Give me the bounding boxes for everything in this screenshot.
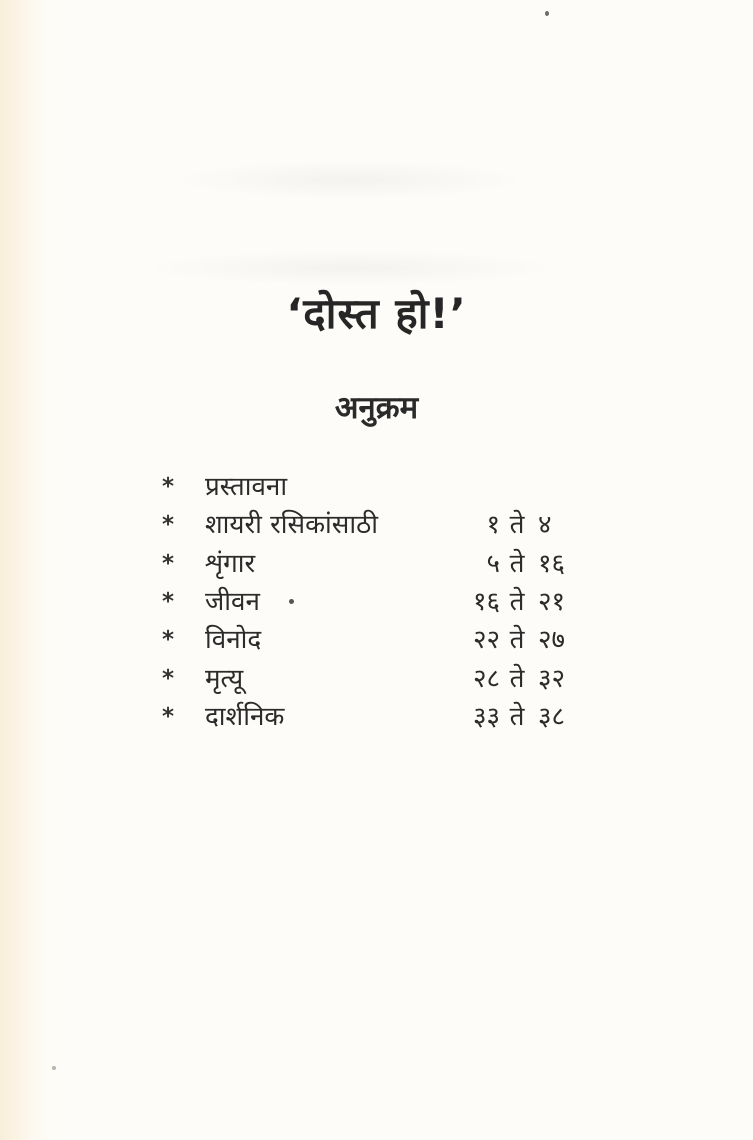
range-end: ३८ bbox=[538, 701, 566, 732]
range-separator: ते bbox=[509, 625, 525, 656]
toc-row bbox=[162, 466, 598, 504]
bullet-asterisk: * bbox=[162, 665, 175, 692]
bullet-asterisk: * bbox=[162, 550, 175, 577]
page-range bbox=[430, 620, 598, 656]
page-range bbox=[430, 505, 598, 541]
range-separator: ते bbox=[509, 663, 525, 694]
range-start: २२ bbox=[472, 625, 500, 656]
range-start: ५ bbox=[486, 548, 500, 579]
table-of-contents bbox=[162, 466, 598, 734]
toc-item-label: शृंगार bbox=[205, 548, 256, 579]
toc-row bbox=[162, 696, 598, 734]
toc-item-label: जीवन bbox=[205, 587, 260, 618]
toc-row bbox=[162, 504, 598, 542]
toc-row bbox=[162, 581, 598, 619]
range-end: ४ bbox=[538, 510, 552, 541]
toc-item-label: दार्शनिक bbox=[205, 701, 285, 732]
range-separator: ते bbox=[509, 548, 525, 579]
range-separator: ते bbox=[509, 587, 525, 618]
toc-row bbox=[162, 543, 598, 581]
scan-smudge bbox=[140, 250, 560, 286]
page-range bbox=[430, 697, 598, 733]
toc-item-label: प्रस्तावना bbox=[205, 472, 288, 503]
range-end: २७ bbox=[538, 625, 566, 656]
range-start: ३३ bbox=[472, 701, 500, 732]
bullet-asterisk: * bbox=[162, 589, 175, 616]
bullet-asterisk: * bbox=[162, 627, 175, 654]
ink-speck bbox=[545, 11, 549, 16]
page-range bbox=[430, 659, 598, 695]
toc-item-label: मृत्यू bbox=[205, 663, 244, 694]
section-heading: अनुक्रम bbox=[334, 390, 419, 426]
range-start: २८ bbox=[472, 663, 500, 694]
range-start: १ bbox=[486, 510, 500, 541]
range-end: १६ bbox=[538, 548, 566, 579]
toc-item-label: विनोद bbox=[205, 625, 262, 656]
scan-smudge bbox=[170, 160, 530, 200]
toc-item-label: शायरी रसिकांसाठी bbox=[205, 510, 378, 541]
range-separator: ते bbox=[509, 701, 525, 732]
range-end: ३२ bbox=[538, 663, 566, 694]
scan-edge-shadow bbox=[0, 0, 52, 1140]
book-title: ‘दोस्त हो!’ bbox=[286, 289, 467, 338]
bullet-asterisk: * bbox=[162, 512, 175, 539]
range-end: २१ bbox=[538, 587, 566, 618]
toc-row bbox=[162, 619, 598, 657]
page-range bbox=[430, 582, 598, 618]
page-range bbox=[430, 544, 598, 580]
bullet-asterisk: * bbox=[162, 474, 175, 501]
bullet-asterisk: * bbox=[162, 703, 175, 730]
ink-speck bbox=[52, 1066, 56, 1070]
toc-row bbox=[162, 657, 598, 695]
range-start: १६ bbox=[472, 587, 500, 618]
range-separator: ते bbox=[509, 510, 525, 541]
